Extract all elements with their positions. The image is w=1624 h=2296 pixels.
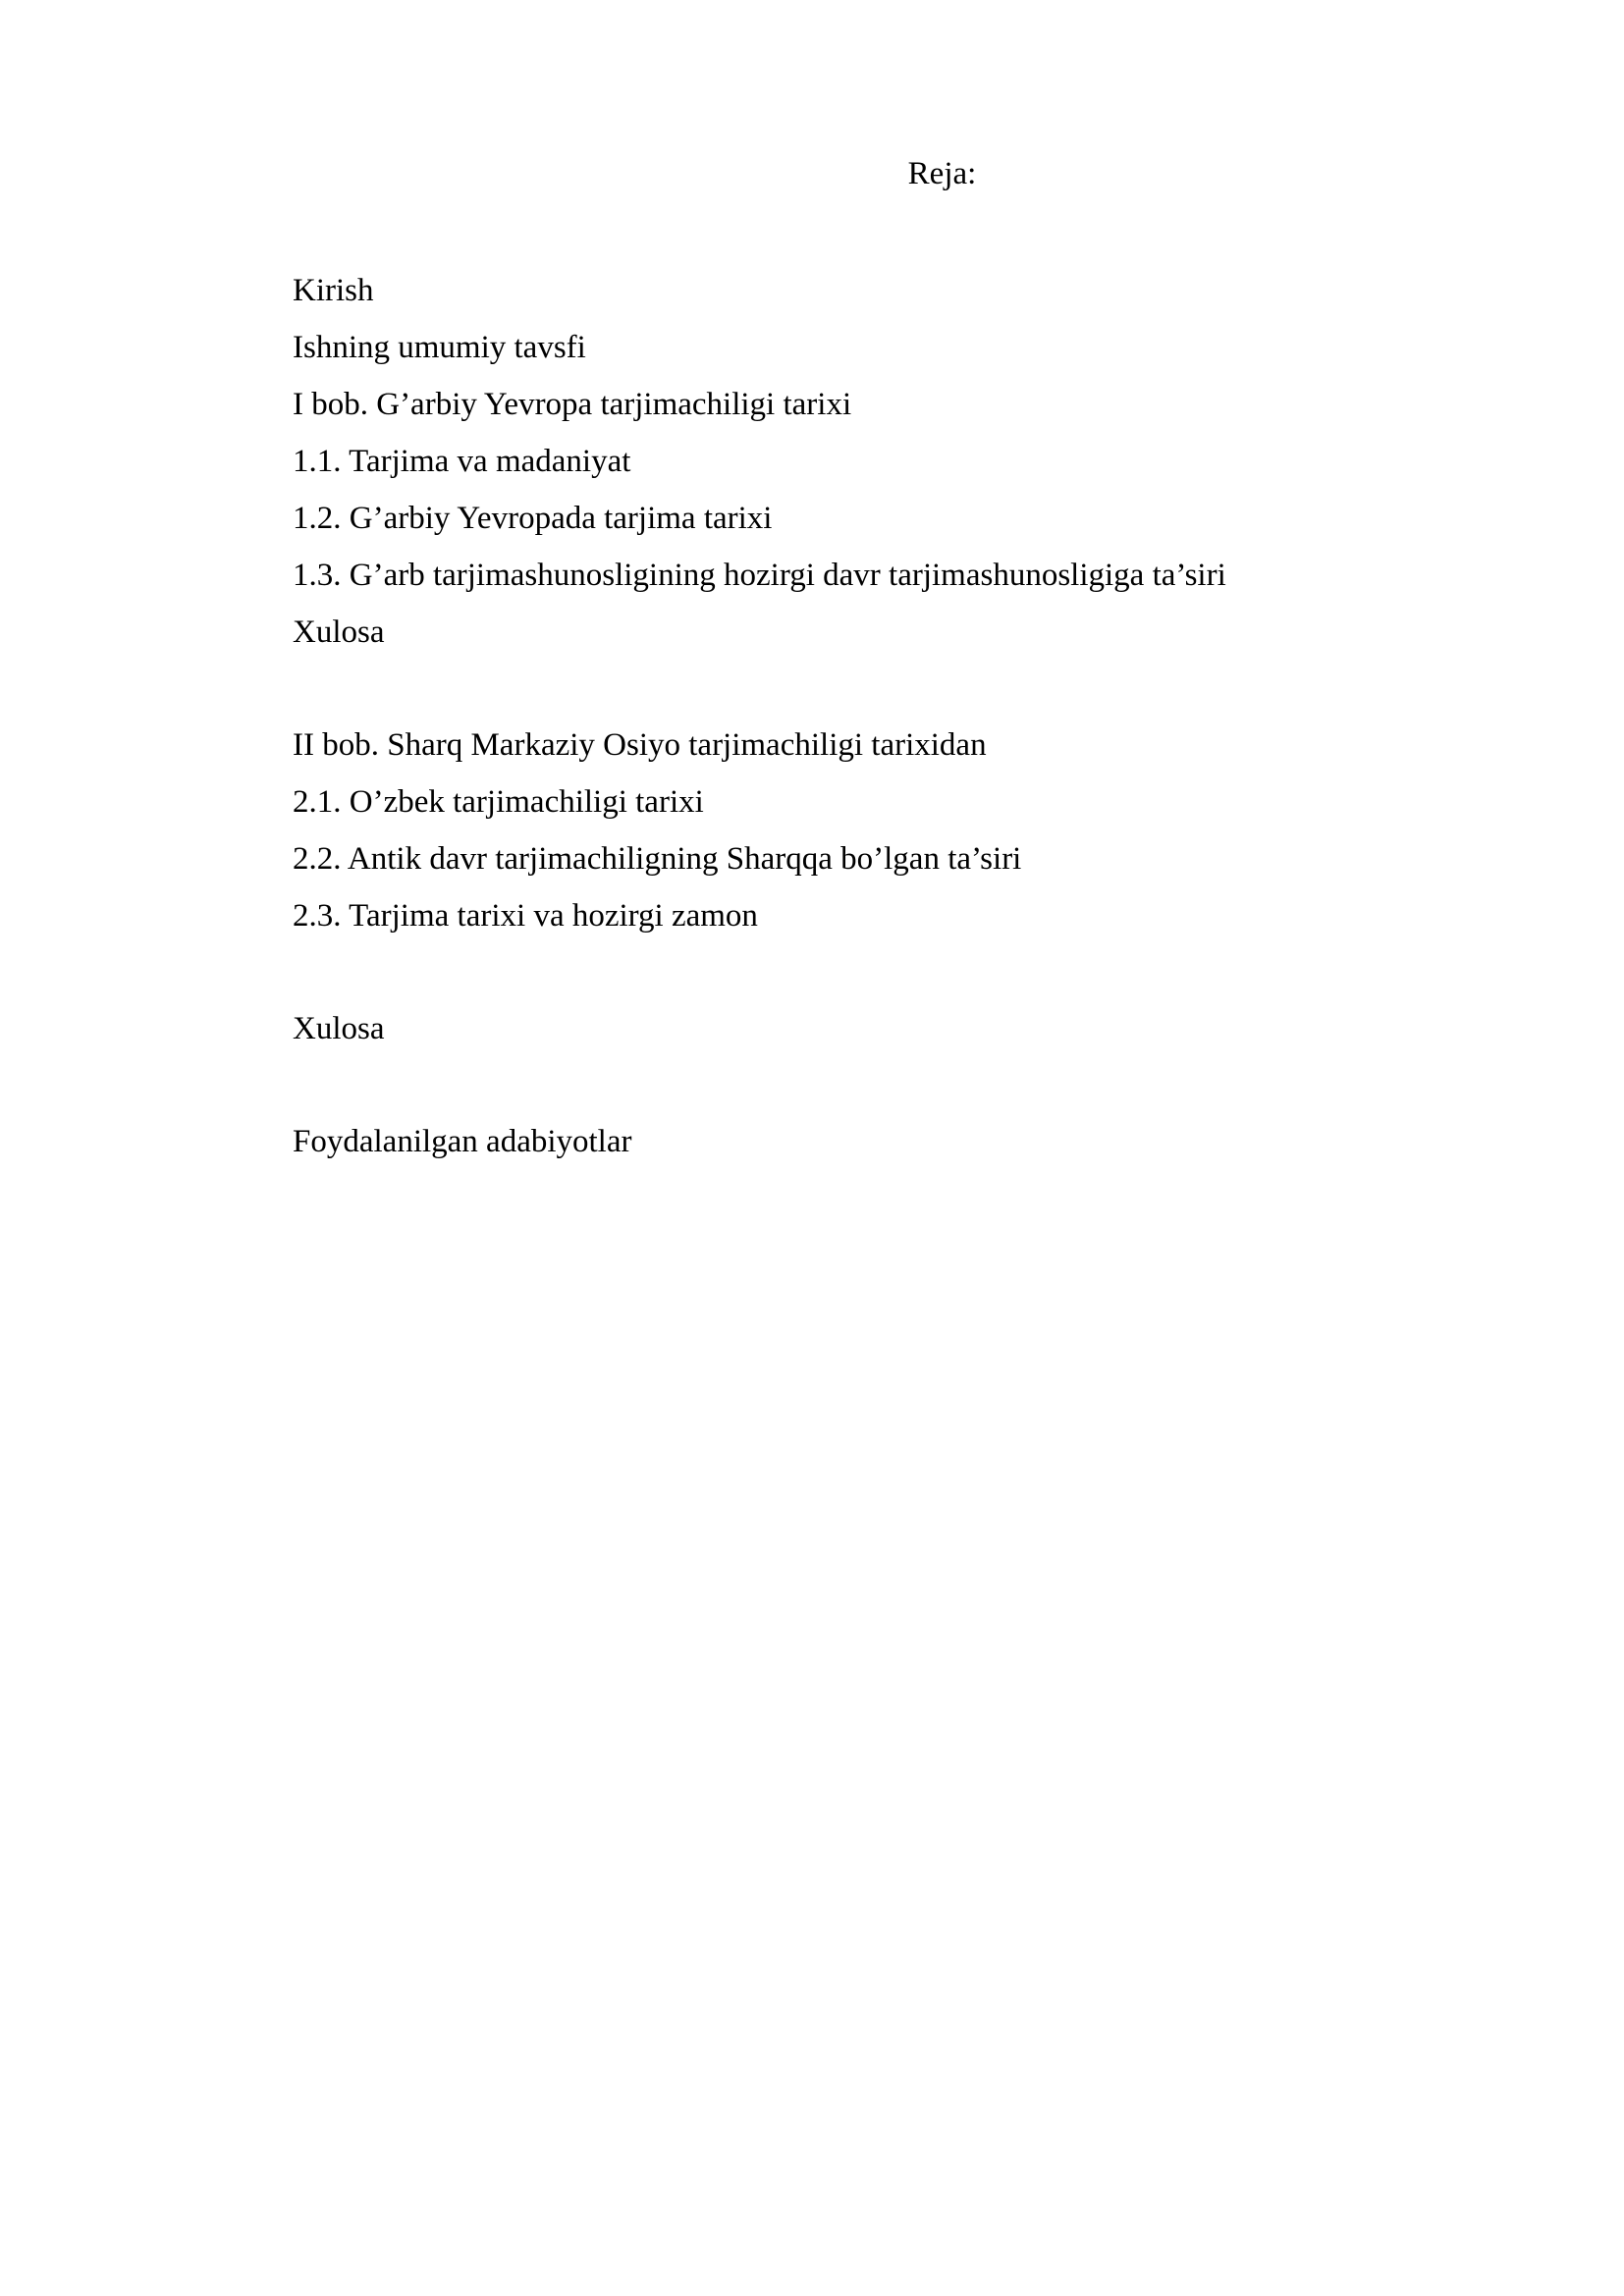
toc-entry-chapter-1-conclusion: Xulosa — [293, 614, 385, 650]
toc-entry-section-2-2: 2.2. Antik davr tarjimachiligning Sharqqa bo’lgan ta’siri — [293, 841, 1022, 877]
page-title: Reja: — [907, 156, 977, 191]
toc-entry-section-1-3: 1.3. G’arb tarjimashunosligining hozirgi davr tarjimashunosligiga ta’siri — [293, 558, 1226, 593]
toc-entry-chapter-2: II bob. Sharq Markaziy Osiyo tarjimachiligi tarixidan — [293, 727, 987, 763]
toc-spacer — [293, 661, 1471, 717]
toc-entry-chapter-1: I bob. G’arbiy Yevropa tarjimachiligi tarixi — [293, 387, 852, 422]
toc-entry-section-1-1: 1.1. Tarjima va madaniyat — [293, 444, 631, 479]
toc-entry-section-2-1: 2.1. O’zbek tarjimachiligi tarixi — [293, 784, 704, 820]
toc-entry-introduction: Kirish — [293, 273, 374, 308]
toc-entry-conclusion: Xulosa — [293, 1011, 385, 1046]
toc-entry-section-1-2: 1.2. G’arbiy Yevropada tarjima tarixi — [293, 501, 773, 536]
toc-entry-bibliography: Foydalanilgan adabiyotlar — [293, 1124, 632, 1159]
table-of-contents — [293, 262, 1471, 1170]
toc-entry-general-description: Ishning umumiy tavsfi — [293, 330, 586, 365]
toc-spacer — [293, 944, 1471, 1000]
toc-spacer — [293, 1057, 1471, 1113]
toc-entry-section-2-3: 2.3. Tarjima tarixi va hozirgi zamon — [293, 898, 758, 934]
